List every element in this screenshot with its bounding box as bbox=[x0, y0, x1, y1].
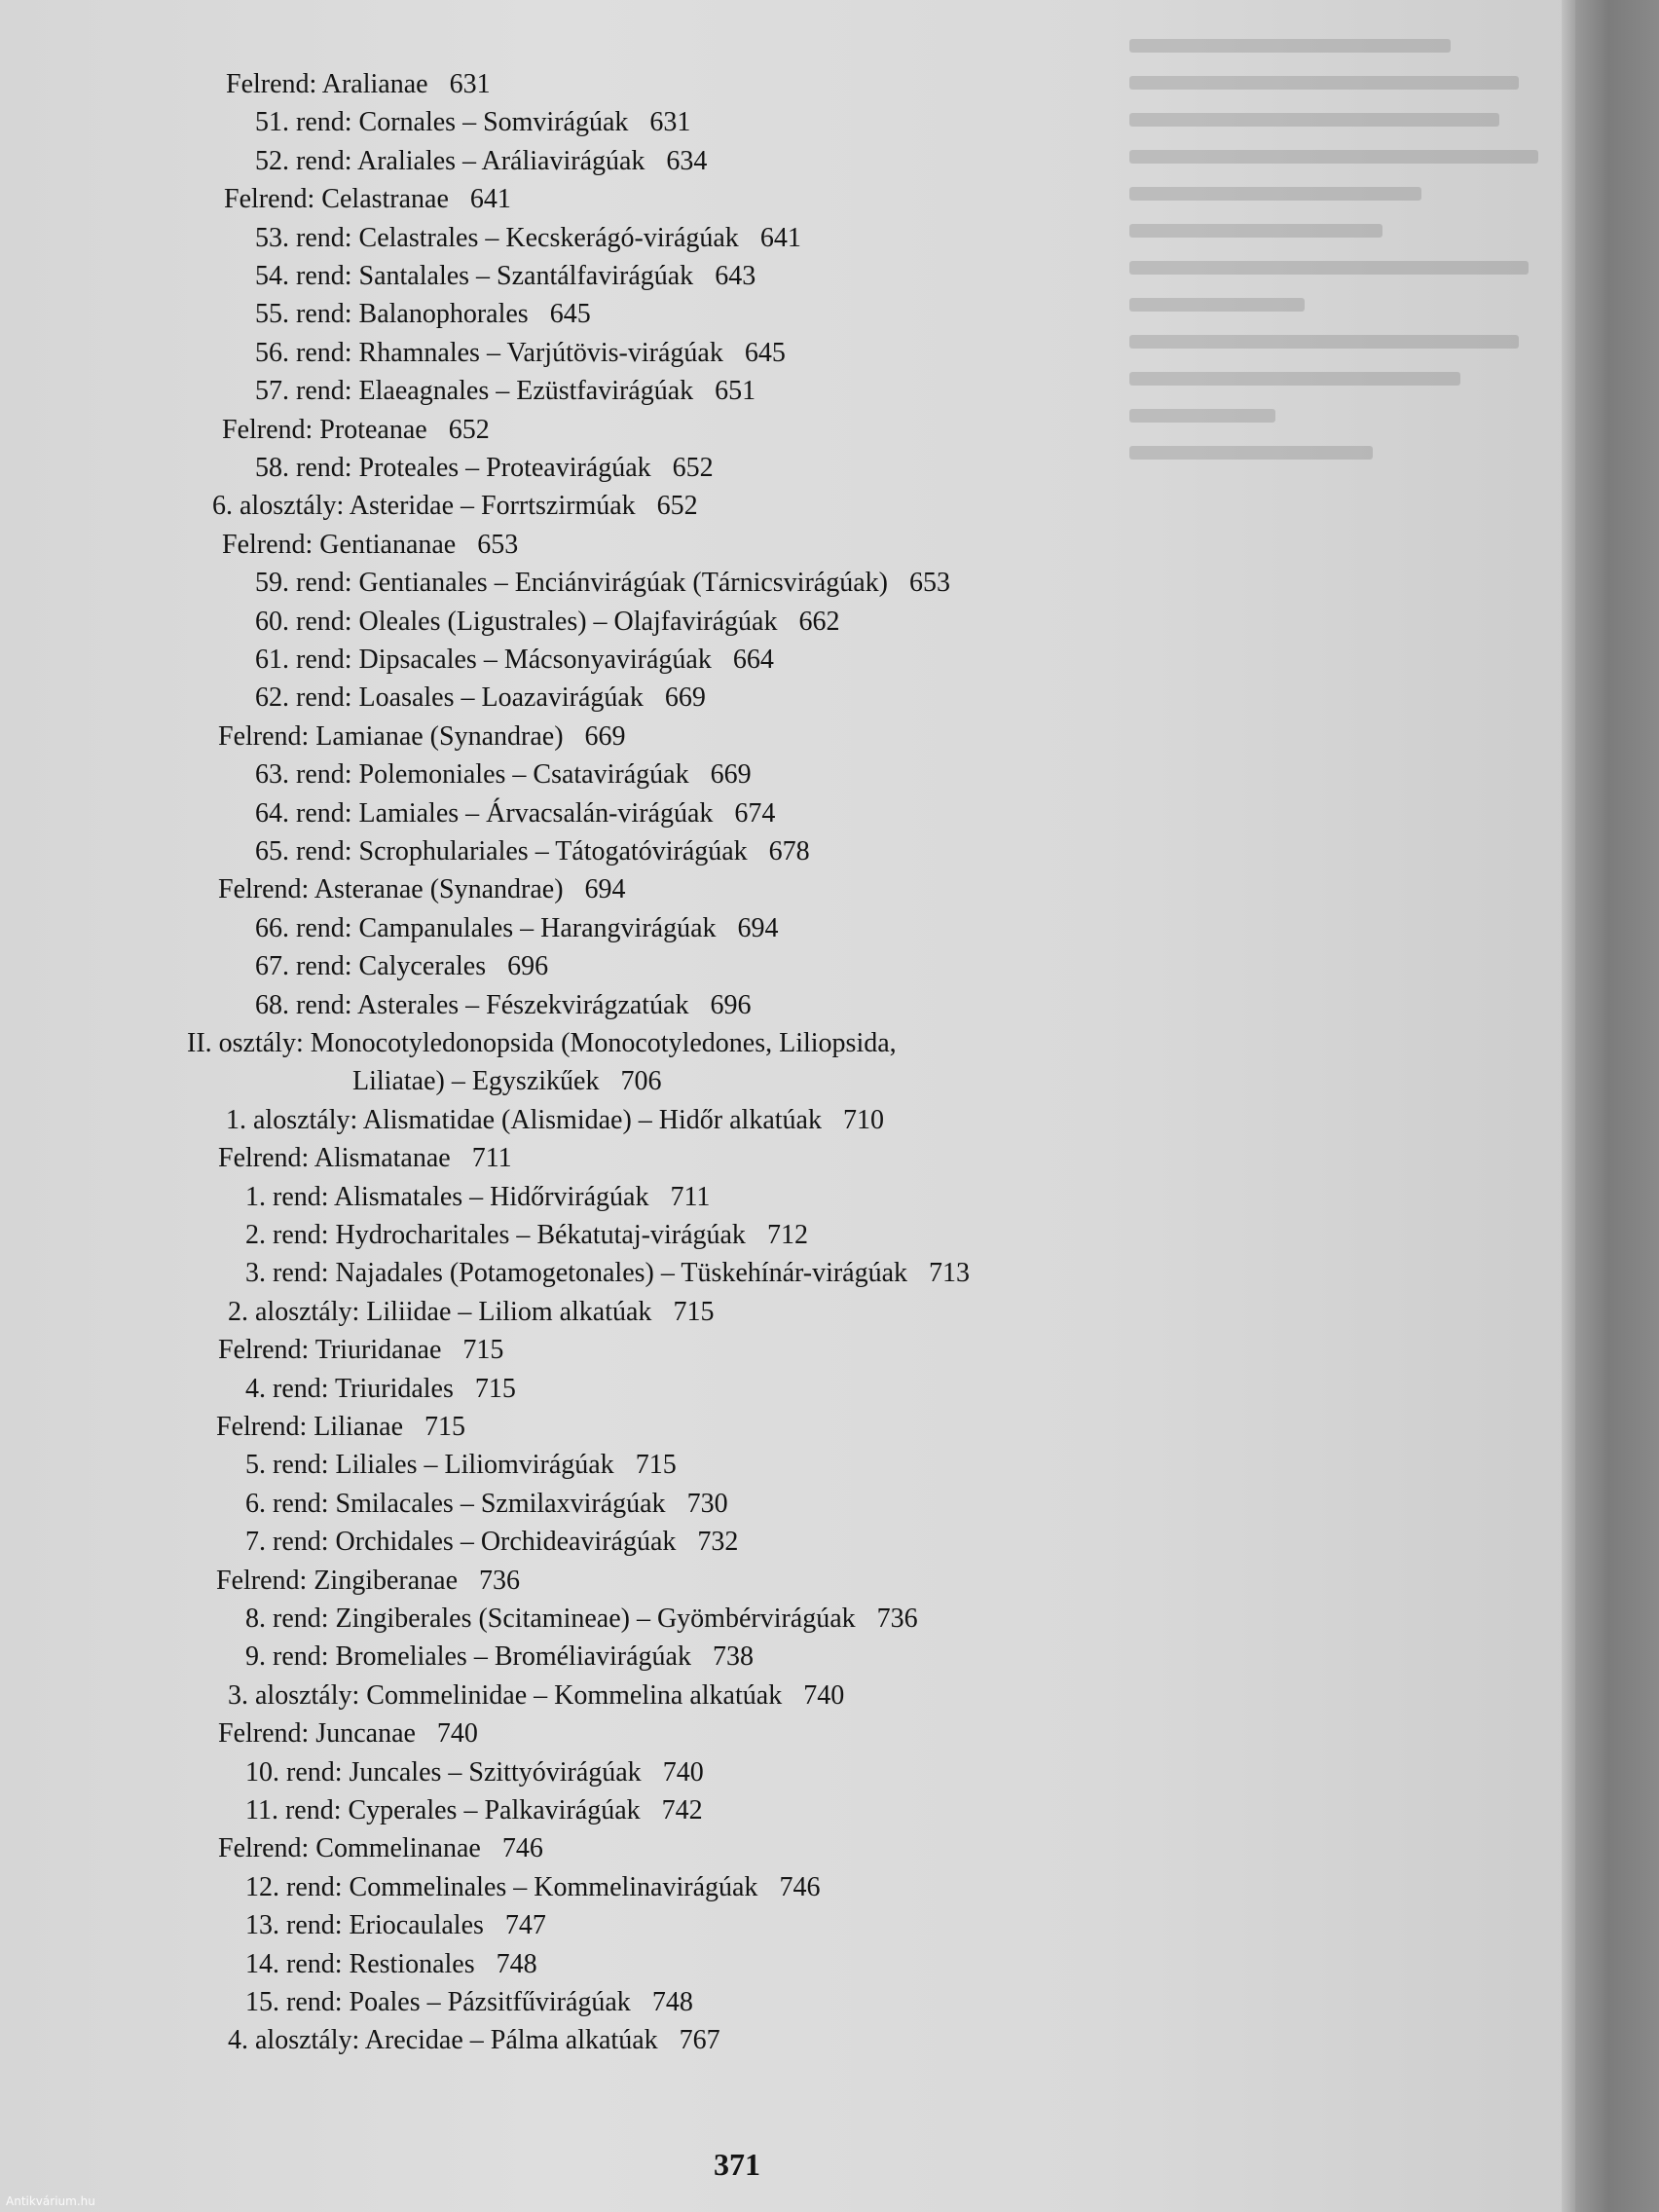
toc-entry-page: 669 bbox=[710, 759, 752, 790]
toc-entry-title: 51. rend: Cornales – Somvirágúak bbox=[255, 107, 629, 137]
watermark: Antikvárium.hu bbox=[6, 2194, 95, 2208]
toc-entry-page: 652 bbox=[672, 453, 714, 483]
toc-entry-page: 706 bbox=[620, 1066, 662, 1096]
toc-entry-title: 10. rend: Juncales – Szittyóvirágúak bbox=[245, 1757, 642, 1788]
toc-entry-title: Felrend: Alismatanae bbox=[218, 1143, 451, 1173]
toc-entry-title: Felrend: Gentiananae bbox=[222, 530, 457, 560]
toc-entry-title: 68. rend: Asterales – Fészekvirágzatúak bbox=[255, 990, 689, 1020]
toc-entry bbox=[245, 1948, 537, 1981]
toc-entry-page: 643 bbox=[715, 261, 756, 291]
toc-entry bbox=[255, 567, 950, 600]
toc-entry-title: 4. rend: Triuridales bbox=[245, 1374, 454, 1404]
toc-entry-title: 12. rend: Commelinales – Kommelinavirágúak bbox=[245, 1872, 758, 1902]
toc-entry-page: 748 bbox=[651, 1987, 693, 2017]
toc-entry bbox=[255, 260, 756, 293]
toc-entry-page: 715 bbox=[462, 1335, 504, 1365]
toc-entry-title: 59. rend: Gentianales – Enciánvirágúak (Tárnicsvirágúak) bbox=[255, 568, 888, 598]
toc-entry-title: 11. rend: Cyperales – Palkavirágúak bbox=[245, 1795, 641, 1825]
toc-entry-page: 746 bbox=[779, 1872, 821, 1902]
toc-entry-page: 631 bbox=[649, 107, 691, 137]
toc-entry-title: 3. alosztály: Commelinidae – Kommelina alkatúak bbox=[228, 1680, 783, 1711]
toc-entry bbox=[216, 1565, 520, 1598]
toc-entry-title: 60. rend: Oleales (Ligustrales) – Olajfavirágúak bbox=[255, 607, 778, 637]
toc-entry bbox=[218, 1334, 503, 1367]
toc-entry bbox=[245, 1756, 704, 1789]
toc-entry bbox=[216, 1411, 465, 1444]
toc-entry-title: 54. rend: Santalales – Szantálfavirágúak bbox=[255, 261, 694, 291]
toc-entry bbox=[228, 2024, 720, 2057]
toc-entry-title: 6. alosztály: Asteridae – Forrtszirmúak bbox=[212, 491, 636, 521]
toc-entry-page: 645 bbox=[549, 299, 591, 329]
toc-entry bbox=[255, 989, 752, 1022]
toc-entry-title: 4. alosztály: Arecidae – Pálma alkatúak bbox=[228, 2025, 658, 2055]
toc-entry-title: 1. alosztály: Alismatidae (Alismidae) – Hidőr alkatúak bbox=[226, 1105, 822, 1135]
toc-entry-title: Liliatae) – Egyszikűek bbox=[352, 1066, 600, 1096]
toc-entry-title: 6. rend: Smilacales – Szmilaxvirágúak bbox=[245, 1489, 666, 1519]
toc-entry-page: 641 bbox=[469, 184, 511, 214]
toc-entry bbox=[226, 1104, 884, 1137]
toc-entry-page: 740 bbox=[662, 1757, 704, 1788]
toc-entry-title: 9. rend: Bromeliales – Broméliavirágúak bbox=[245, 1641, 691, 1672]
toc-entry-page: 653 bbox=[477, 530, 519, 560]
toc-entry bbox=[255, 222, 801, 255]
toc-entry-title: 13. rend: Eriocaulales bbox=[245, 1910, 484, 1940]
toc-entry-page: 746 bbox=[501, 1833, 543, 1863]
toc-entry bbox=[255, 606, 839, 639]
toc-entry bbox=[218, 1142, 512, 1175]
toc-entry-title: 56. rend: Rhamnales – Varjútövis-virágúak bbox=[255, 338, 723, 368]
toc-entry-title: 67. rend: Calycerales bbox=[255, 951, 487, 981]
toc-entry bbox=[245, 1181, 710, 1214]
toc-entry-page: 696 bbox=[507, 951, 549, 981]
toc-entry-page: 713 bbox=[929, 1258, 971, 1288]
toc-entry-title: Felrend: Lilianae bbox=[216, 1412, 404, 1442]
toc-entry-page: 652 bbox=[656, 491, 698, 521]
toc-entry-page: 651 bbox=[715, 376, 756, 406]
toc-entry-page: 715 bbox=[474, 1374, 516, 1404]
toc-entry bbox=[218, 1832, 543, 1865]
toc-entry bbox=[228, 1296, 714, 1329]
toc-entry-page: 730 bbox=[686, 1489, 728, 1519]
toc-entry-title: 63. rend: Polemoniales – Csatavirágúak bbox=[255, 759, 689, 790]
toc-entry-page: 715 bbox=[424, 1412, 466, 1442]
toc-entry-page: 645 bbox=[744, 338, 786, 368]
toc-entry-title: II. osztály: Monocotyledonopsida (Monocotyledones, Liliopsida, bbox=[187, 1028, 897, 1058]
toc-entry bbox=[212, 490, 698, 523]
toc-entry-page: 715 bbox=[673, 1297, 715, 1327]
toc-entry-page: 678 bbox=[768, 836, 810, 866]
toc-entry bbox=[255, 758, 752, 792]
toc-entry bbox=[226, 68, 491, 101]
toc-entry-title: 2. alosztály: Liliidae – Liliom alkatúak bbox=[228, 1297, 652, 1327]
toc-entry bbox=[245, 1603, 918, 1636]
toc-entry-page: 732 bbox=[697, 1527, 739, 1557]
toc-entry-title: Felrend: Commelinanae bbox=[218, 1833, 481, 1863]
toc-entry-page: 696 bbox=[710, 990, 752, 1020]
toc-entry bbox=[255, 145, 707, 178]
toc-entry-page: 740 bbox=[803, 1680, 845, 1711]
toc-entry-title: 52. rend: Araliales – Aráliavirágúak bbox=[255, 146, 645, 176]
toc-entry-page: 669 bbox=[664, 682, 706, 713]
toc-entry-page: 742 bbox=[661, 1795, 703, 1825]
toc-entry bbox=[245, 1641, 754, 1674]
toc-entry-page: 736 bbox=[876, 1604, 918, 1634]
toc-entry bbox=[224, 183, 511, 216]
toc-entry-title: Felrend: Celastranae bbox=[224, 184, 449, 214]
toc-entry bbox=[245, 1257, 970, 1290]
toc-entry-page: 631 bbox=[449, 69, 491, 99]
toc-entry-page: 747 bbox=[504, 1910, 546, 1940]
toc-entry bbox=[218, 873, 626, 906]
toc-entry-title: Felrend: Proteanae bbox=[222, 415, 427, 445]
toc-entry bbox=[255, 452, 714, 485]
toc-entry bbox=[228, 1679, 844, 1713]
toc-entry-title: 57. rend: Elaeagnales – Ezüstfavirágúak bbox=[255, 376, 694, 406]
toc-entry-title: 53. rend: Celastrales – Kecskerágó-virágúak bbox=[255, 223, 739, 253]
toc-entry bbox=[255, 682, 706, 715]
bleed-through-text bbox=[1110, 39, 1538, 584]
toc-entry-page: 711 bbox=[670, 1182, 711, 1212]
toc-entry bbox=[245, 1526, 738, 1559]
toc-entry-title: 55. rend: Balanophorales bbox=[255, 299, 529, 329]
book-spine bbox=[1575, 0, 1659, 2212]
toc-entry bbox=[245, 1909, 546, 1942]
toc-entry-page: 738 bbox=[712, 1641, 754, 1672]
toc-entry-page: 748 bbox=[496, 1949, 537, 1979]
toc-entry-page: 740 bbox=[436, 1718, 478, 1749]
toc-entry-title: 61. rend: Dipsacales – Mácsonyavirágúak bbox=[255, 645, 712, 675]
toc-entry-title: 1. rend: Alismatales – Hidőrvirágúak bbox=[245, 1182, 649, 1212]
toc-entry-title: Felrend: Zingiberanae bbox=[216, 1566, 459, 1596]
toc-entry-page: 711 bbox=[471, 1143, 512, 1173]
toc-entry bbox=[255, 797, 775, 830]
toc-entry-page: 652 bbox=[448, 415, 490, 445]
toc-entry-page: 664 bbox=[732, 645, 774, 675]
toc-entry-title: 8. rend: Zingiberales (Scitamineae) – Gyömbérvirágúak bbox=[245, 1604, 856, 1634]
toc-entry-title: 58. rend: Proteales – Proteavirágúak bbox=[255, 453, 651, 483]
toc-entry-title: 66. rend: Campanulales – Harangvirágúak bbox=[255, 913, 717, 943]
toc-entry bbox=[218, 1717, 478, 1751]
toc-entry-title: 3. rend: Najadales (Potamogetonales) – Tüskehínár-virágúak bbox=[245, 1258, 908, 1288]
toc-entry bbox=[245, 1373, 516, 1406]
toc-entry-title: 7. rend: Orchidales – Orchideavirágúak bbox=[245, 1527, 677, 1557]
toc-entry-page: 669 bbox=[584, 721, 626, 752]
toc-entry-title: Felrend: Lamianae (Synandrae) bbox=[218, 721, 564, 752]
toc-entry-title: 2. rend: Hydrocharitales – Békatutaj-virágúak bbox=[245, 1220, 746, 1250]
toc-entry bbox=[255, 950, 548, 983]
toc-entry bbox=[187, 1027, 897, 1060]
toc-entry bbox=[352, 1065, 661, 1098]
toc-entry-page: 710 bbox=[842, 1105, 884, 1135]
toc-entry-title: 14. rend: Restionales bbox=[245, 1949, 475, 1979]
toc-entry-title: Felrend: Juncanae bbox=[218, 1718, 416, 1749]
toc-entry bbox=[245, 1449, 677, 1482]
toc-entry bbox=[255, 644, 774, 677]
toc-entry bbox=[218, 720, 626, 754]
toc-entry bbox=[222, 414, 490, 447]
toc-entry-page: 715 bbox=[635, 1450, 677, 1480]
toc-entry-page: 662 bbox=[798, 607, 840, 637]
toc-entry-title: Felrend: Triuridanae bbox=[218, 1335, 442, 1365]
toc-entry bbox=[245, 1871, 820, 1904]
toc-entry bbox=[245, 1219, 808, 1252]
toc-entry-title: 5. rend: Liliales – Liliomvirágúak bbox=[245, 1450, 614, 1480]
toc-entry-title: 62. rend: Loasales – Loazavirágúak bbox=[255, 682, 644, 713]
toc-entry-page: 674 bbox=[734, 798, 776, 829]
toc-entry-title: 15. rend: Poales – Pázsitfűvirágúak bbox=[245, 1987, 631, 2017]
toc-entry-title: 64. rend: Lamiales – Árvacsalán-virágúak bbox=[255, 798, 714, 829]
toc-entry-page: 634 bbox=[666, 146, 708, 176]
toc-entry bbox=[255, 337, 786, 370]
toc-entry-page: 653 bbox=[908, 568, 950, 598]
toc-entry bbox=[245, 1488, 728, 1521]
page-number: 371 bbox=[714, 2147, 760, 2182]
toc-entry bbox=[245, 1986, 693, 2019]
toc-entry-title: Felrend: Asteranae (Synandrae) bbox=[218, 874, 564, 904]
toc-entry bbox=[255, 912, 779, 945]
toc-entry bbox=[245, 1794, 703, 1827]
toc-entry-title: 65. rend: Scrophulariales – Tátogatóvirágúak bbox=[255, 836, 748, 866]
toc-entry bbox=[255, 106, 690, 139]
toc-entry-page: 694 bbox=[737, 913, 779, 943]
toc-entry-page: 694 bbox=[584, 874, 626, 904]
toc-entry bbox=[255, 298, 591, 331]
toc-entry-page: 641 bbox=[759, 223, 801, 253]
toc-entry bbox=[222, 529, 518, 562]
toc-entry-page: 767 bbox=[679, 2025, 720, 2055]
toc-entry bbox=[255, 375, 756, 408]
toc-entry bbox=[255, 835, 810, 868]
toc-entry-title: Felrend: Aralianae bbox=[226, 69, 428, 99]
toc-entry-page: 712 bbox=[766, 1220, 808, 1250]
toc-entry-page: 736 bbox=[479, 1566, 521, 1596]
